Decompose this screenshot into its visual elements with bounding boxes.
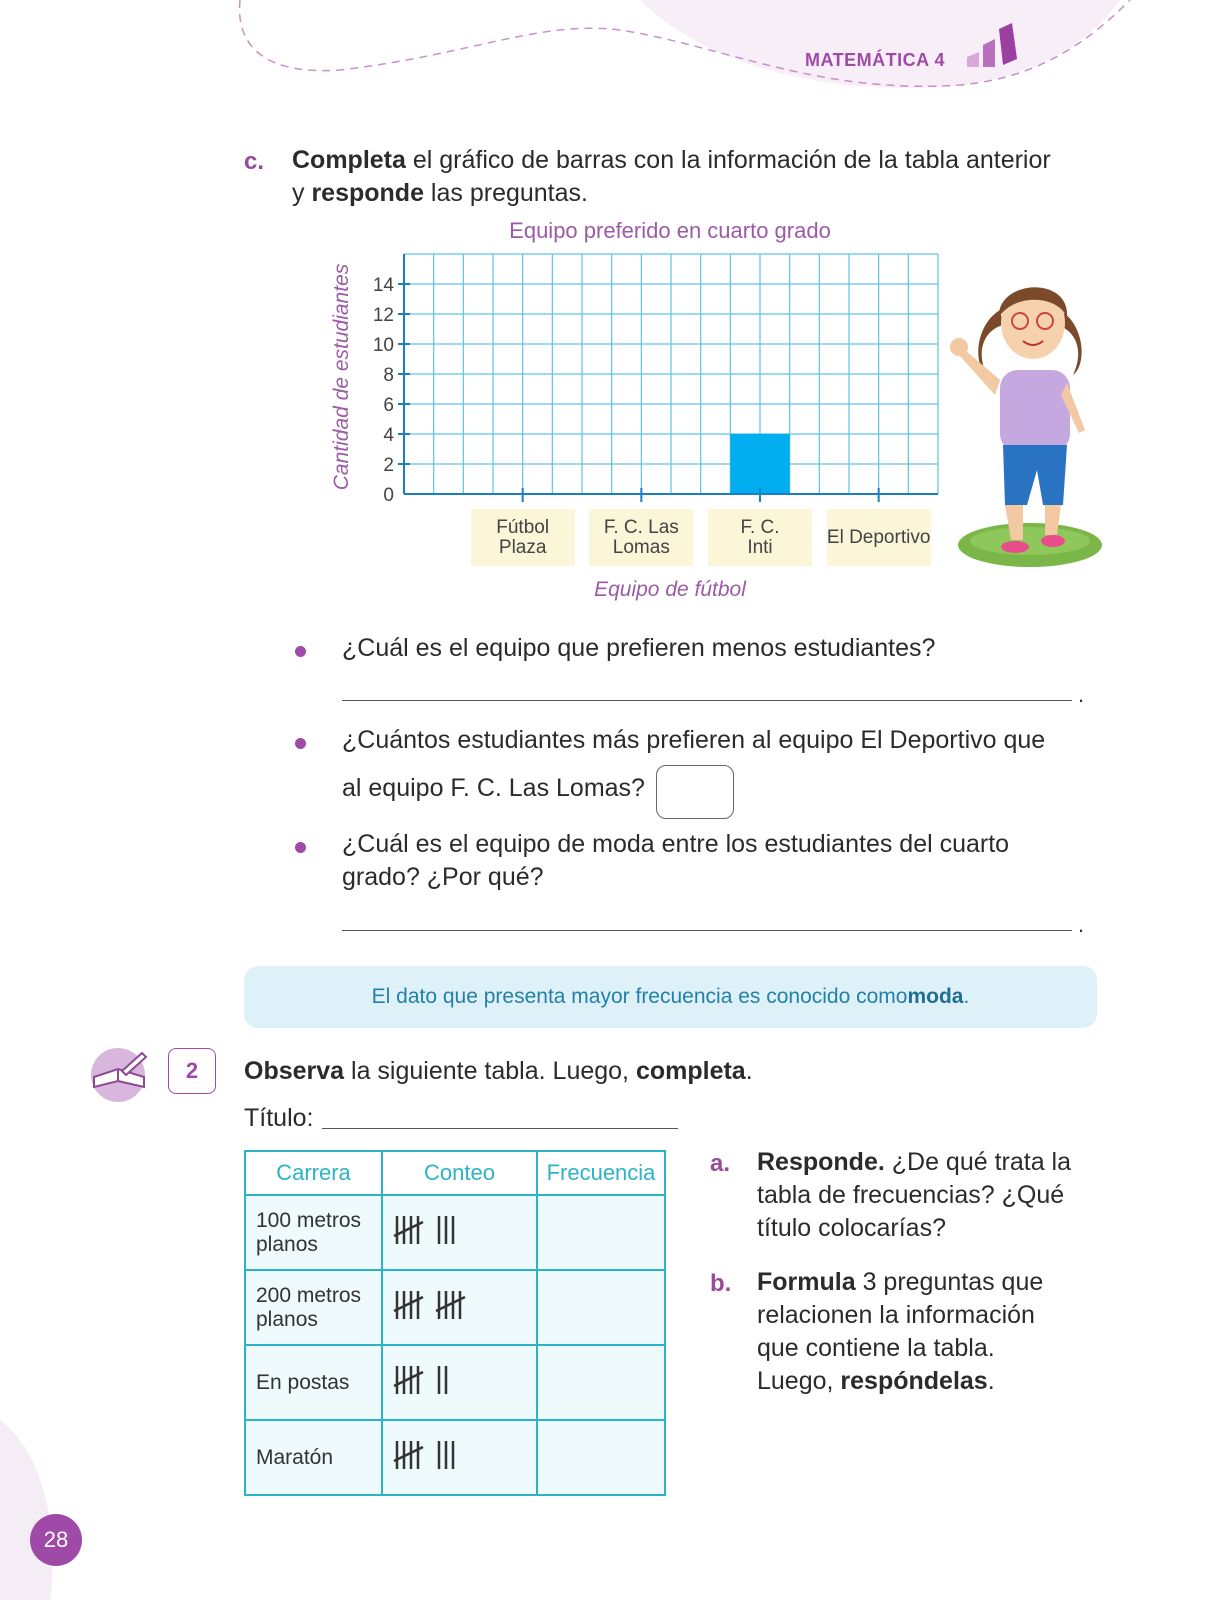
carrera-cell: 200 metros planos bbox=[245, 1270, 382, 1345]
task-a: Responde. ¿De qué trata la tabla de frecuencias? ¿Qué título colocarías? bbox=[757, 1148, 1072, 1242]
carrera-cell: En postas bbox=[245, 1345, 382, 1420]
girl-illustration bbox=[945, 255, 1115, 580]
bullet-3 bbox=[295, 842, 306, 853]
book-title: MATEMÁTICA 4 bbox=[805, 50, 945, 70]
answer-box-2[interactable] bbox=[656, 765, 734, 819]
bar bbox=[730, 434, 789, 494]
bullet-2 bbox=[295, 738, 306, 749]
frequency-cell[interactable] bbox=[537, 1270, 665, 1345]
header-carrera: Carrera bbox=[245, 1151, 382, 1195]
bar-chart bbox=[360, 250, 950, 520]
tally-marks bbox=[393, 1287, 513, 1323]
y-tick-label: 14 bbox=[372, 275, 394, 296]
y-tick-label: 10 bbox=[372, 335, 394, 356]
y-tick-label: 6 bbox=[383, 395, 394, 416]
tally-cell bbox=[382, 1420, 537, 1495]
carrera-cell: Maratón bbox=[245, 1420, 382, 1495]
answer-period-3: . bbox=[1078, 912, 1085, 937]
question-2-line-2: al equipo F. C. Las Lomas? bbox=[342, 774, 645, 802]
instruction-2: Observa la siguiente tabla. Luego, completa. bbox=[244, 1057, 753, 1085]
frequency-table bbox=[244, 1150, 666, 1496]
header-decoration bbox=[0, 0, 1215, 110]
moda-note: El dato que presenta mayor frecuencia es conocido como moda . bbox=[244, 966, 1097, 1028]
chart-title: Equipo preferido en cuarto grado bbox=[509, 218, 831, 243]
tally-marks bbox=[393, 1362, 513, 1398]
frequency-cell[interactable] bbox=[537, 1345, 665, 1420]
y-tick-label: 2 bbox=[383, 455, 394, 476]
book-pencil-icon bbox=[88, 1045, 152, 1103]
carrera-cell: 100 metros planos bbox=[245, 1195, 382, 1270]
category-label: El Deportivo bbox=[827, 509, 931, 566]
chart-xlabel: Equipo de fútbol bbox=[594, 578, 746, 601]
answer-line-3[interactable] bbox=[342, 930, 1072, 931]
task-b: Formula 3 preguntas que relacionen la información que contiene la tabla. Luego, respóndelas. bbox=[757, 1268, 1044, 1395]
y-tick-label: 12 bbox=[372, 305, 394, 326]
tally-cell bbox=[382, 1270, 537, 1345]
category-label: F. C. Las Lomas bbox=[589, 509, 693, 566]
item-letter-a: a. bbox=[710, 1150, 731, 1177]
y-tick-label: 4 bbox=[383, 425, 394, 446]
table-row bbox=[245, 1270, 665, 1345]
tally-marks bbox=[393, 1212, 513, 1248]
chart-ylabel: Cantidad de estudiantes bbox=[330, 263, 353, 491]
table-row bbox=[245, 1420, 665, 1495]
bullet-1 bbox=[295, 646, 306, 657]
activity-number: 2 bbox=[168, 1048, 216, 1094]
item-letter-b: b. bbox=[710, 1270, 732, 1297]
table-row bbox=[245, 1345, 665, 1420]
category-label: F. C. Inti bbox=[708, 509, 812, 566]
y-tick-label: 0 bbox=[383, 485, 394, 506]
answer-period-1: . bbox=[1078, 682, 1085, 707]
corner-decoration bbox=[0, 1420, 70, 1600]
header-conteo: Conteo bbox=[382, 1151, 537, 1195]
tally-cell bbox=[382, 1345, 537, 1420]
page-number: 28 bbox=[30, 1514, 82, 1566]
header-frecuencia: Frecuencia bbox=[537, 1151, 665, 1195]
question-3-line-2: grado? ¿Por qué? bbox=[342, 863, 544, 891]
question-3-line-1: ¿Cuál es el equipo de moda entre los estudiantes del cuarto bbox=[342, 830, 1010, 858]
tally-marks bbox=[393, 1437, 513, 1473]
bar-logo-icon bbox=[965, 15, 1025, 70]
question-2-line-1: ¿Cuántos estudiantes más prefieren al equipo El Deportivo que bbox=[342, 726, 1046, 754]
y-tick-label: 8 bbox=[383, 365, 394, 386]
instruction-c: Completa el gráfico de barras con la información de la tabla anterior y responde las preguntas. bbox=[292, 146, 1051, 207]
category-label: Fútbol Plaza bbox=[471, 509, 575, 566]
tally-cell bbox=[382, 1195, 537, 1270]
title-answer-line[interactable] bbox=[322, 1128, 678, 1129]
frequency-cell[interactable] bbox=[537, 1420, 665, 1495]
frequency-cell[interactable] bbox=[537, 1195, 665, 1270]
title-label: Título: bbox=[244, 1104, 314, 1132]
question-1: ¿Cuál es el equipo que prefieren menos estudiantes? bbox=[342, 634, 936, 662]
table-row bbox=[245, 1195, 665, 1270]
answer-line-1[interactable] bbox=[342, 700, 1072, 701]
item-letter-c: c. bbox=[244, 148, 265, 175]
